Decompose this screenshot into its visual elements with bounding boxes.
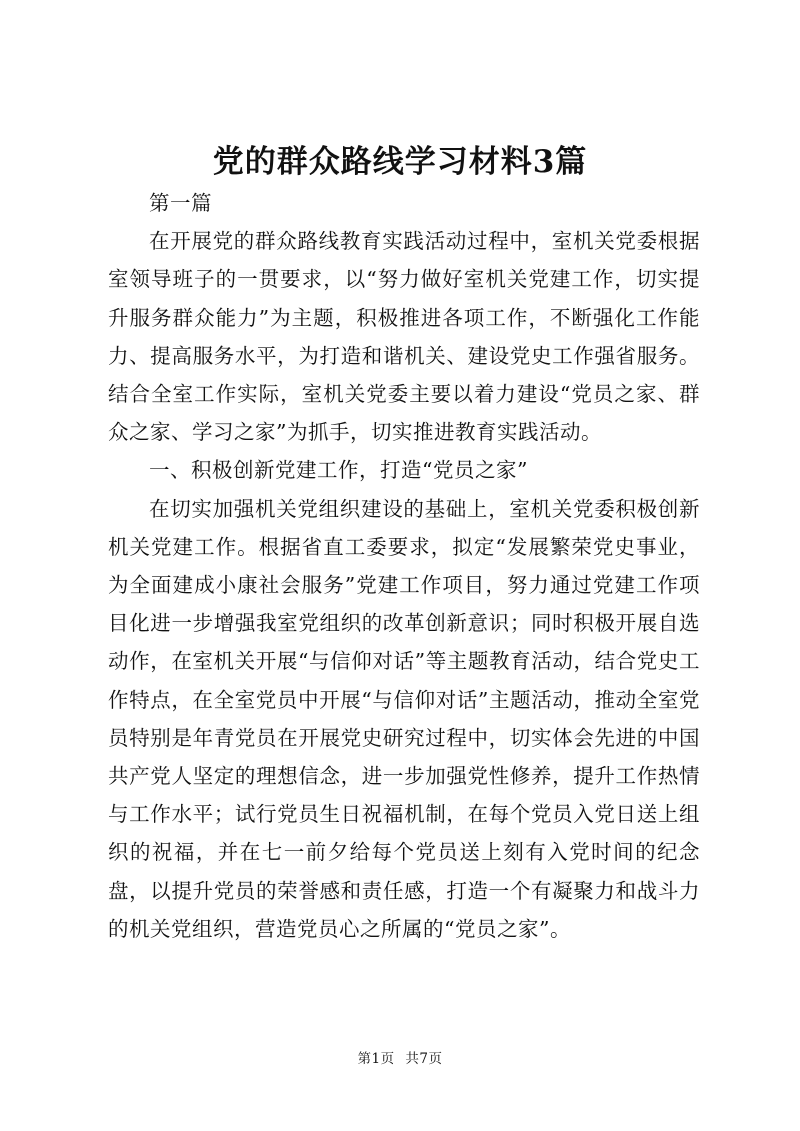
- section-heading-party-members-home: 一、积极创新党建工作，打造“党员之家”: [149, 458, 528, 483]
- body-paragraph-party-building: 在切实加强机关党组织建设的基础上，室机关党委积极创新机关党建工作。根据省直工委要求，拟定“发展繁荣党史事业，为全面建成小康社会服务”党建工作项目，努力通过党建工作项目化进一步增强我室党组织的改革创新意识；同时积极开展自选动作，在室机关开展“与信仰对话”等主题教育活动，结合党史工作特点，在全室党员中开展“与信仰对话”主题活动，推动全室党员特别是年青党员在开展党史研究过程中，切实体会先进的中国共产党人坚定的理想信念，进一步加强党性修养，提升工作热情与工作水平；试行党员生日祝福机制，在每个党员入党日送上组织的祝福，并在七一前夕给每个党员送上刻有入党时间的纪念盘，以提升党员的荣誉感和责任感，打造一个有凝聚力和战斗力的机关党组织，营造党员心之所属的“党员之家”。: [108, 496, 700, 941]
- section-heading-first-article: 第一篇: [149, 191, 212, 215]
- page-footer: [0, 1049, 800, 1069]
- body-paragraph-intro: 在开展党的群众路线教育实践活动过程中，室机关党委根据室领导班子的一贯要求，以“努力做好室机关党建工作，切实提升服务群众能力”为主题，积极推进各项工作，不断强化工作能力、提高服务水平，为打造和谐机关、建设党史工作强省服务。结合全室工作实际，室机关党委主要以着力建设“党员之家、群众之家、学习之家”为抓手，切实推进教育实践活动。: [108, 229, 700, 445]
- page-number-total: 共7页: [405, 1051, 443, 1067]
- document-body: [108, 184, 700, 948]
- document-title: 党的群众路线学习材料3篇: [212, 144, 588, 180]
- page-number-current: 第1页: [357, 1051, 395, 1067]
